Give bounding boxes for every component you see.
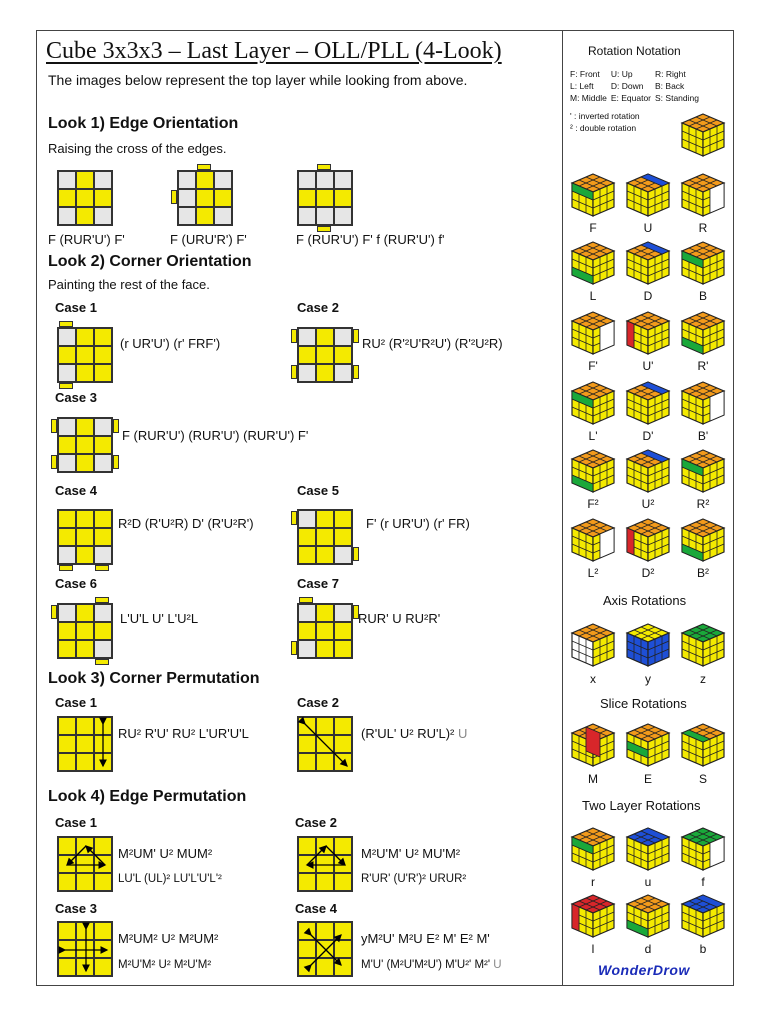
- axis-rotations-title: Axis Rotations: [603, 593, 687, 608]
- sticker-tab: [353, 329, 359, 343]
- two-layer-cube-icon: [625, 826, 671, 872]
- look4-case1-alt: LU'L (UL)² LU'L'U'L'²: [118, 873, 222, 885]
- move-label: D': [642, 429, 654, 443]
- move-cube-icon: [625, 448, 671, 494]
- look3-heading: Look 3) Corner Permutation: [48, 670, 260, 687]
- look4-case3-alg: M²UM² U² M²UM²: [118, 931, 219, 946]
- move-label: L': [588, 429, 598, 443]
- look1-alg-1: F (RUR'U') F': [48, 232, 125, 247]
- slice-rotation-cube-icon: [570, 722, 616, 768]
- look1-diagram-1: [57, 170, 113, 226]
- move-cube-icon: [680, 380, 726, 426]
- look4-case4-label: Case 4: [295, 901, 337, 916]
- look1-diagram-2: [177, 170, 233, 226]
- slice-rotation-cube-icon: [625, 722, 671, 768]
- move-cube-icon: [625, 240, 671, 286]
- move-cube-icon: [680, 310, 726, 356]
- move-label: D: [643, 289, 653, 303]
- look1-alg-2: F (URU'R') F': [170, 232, 247, 247]
- look1-alg-3: F (RUR'U') F' f (RUR'U') f': [296, 232, 445, 247]
- look3-case1-alg: RU² R'U' RU² L'UR'U'L: [118, 726, 249, 741]
- move-cube-icon: [625, 517, 671, 563]
- axis-rotation-cube-icon: [625, 622, 671, 668]
- move-label: B²: [697, 566, 709, 580]
- look2-case3-label: Case 3: [55, 390, 97, 405]
- arrow: [67, 846, 86, 865]
- sticker-tab: [197, 164, 211, 170]
- arrow: [305, 724, 347, 766]
- look2-case7-diagram: [297, 603, 353, 659]
- axis-label: z: [700, 672, 706, 686]
- look2-case7-label: Case 7: [297, 576, 339, 591]
- look3-case1-diagram: [57, 716, 113, 772]
- move-label: U': [642, 359, 654, 373]
- look2-case4-label: Case 4: [55, 483, 97, 498]
- two-layer-label: f: [701, 875, 705, 889]
- two-layer-cube-icon: [680, 826, 726, 872]
- axis-label: y: [645, 672, 651, 686]
- move-label: R²: [696, 497, 710, 511]
- sticker-tab: [59, 321, 73, 327]
- two-layer-cube-icon: [570, 893, 616, 939]
- move-cube-icon: [570, 448, 616, 494]
- sticker-tab: [59, 565, 73, 571]
- look4-case4-alt: M'U' (M²U'M²U') M'U²' M²' U: [361, 959, 502, 971]
- move-label: F: [589, 221, 597, 235]
- arrow: [326, 846, 345, 865]
- column-divider: [562, 30, 563, 986]
- look2-case6-alg: L'U'L U' L'U²L: [120, 611, 199, 626]
- sticker-tab: [317, 164, 331, 170]
- look2-case3-diagram: [57, 417, 113, 473]
- look2-case7-alg: RUR' U RU²R': [358, 611, 441, 626]
- axis-rotation-cube-icon: [680, 622, 726, 668]
- reference-cube-icon: [680, 112, 726, 158]
- look2-case3-alg: F (RUR'U') (RUR'U') (RUR'U') F': [122, 428, 309, 443]
- arrow: [86, 846, 105, 865]
- look3-case2-alg: (R'UL' U² RU'L)² U: [361, 726, 468, 741]
- sticker-tab: [95, 659, 109, 665]
- intro-text: The images below represent the top layer while looking from above.: [48, 72, 468, 88]
- move-label: R': [697, 359, 709, 373]
- look2-case1-diagram: [57, 327, 113, 383]
- wonderdrow-logo: WonderDrow: [598, 962, 690, 978]
- move-cube-icon: [570, 172, 616, 218]
- permutation-arrows: [57, 921, 115, 979]
- look4-case2-alt: R'UR' (U'R')² URUR²: [361, 873, 467, 885]
- look2-desc: Painting the rest of the face.: [48, 277, 210, 292]
- two-layer-rotations-title: Two Layer Rotations: [582, 798, 701, 813]
- look2-case4-diagram: [57, 509, 113, 565]
- sticker-tab: [51, 419, 57, 433]
- look2-case1-alg: (r UR'U') (r' FRF'): [120, 336, 221, 351]
- slice-label: E: [643, 772, 652, 786]
- rotation-notation-title: Rotation Notation: [588, 44, 681, 58]
- move-cube-icon: [680, 240, 726, 286]
- look4-case2-alg: M²U'M' U² MU'M²: [361, 846, 461, 861]
- sticker-tab: [291, 641, 297, 655]
- move-cube-icon: [680, 172, 726, 218]
- look2-case5-diagram: [297, 509, 353, 565]
- look1-desc: Raising the cross of the edges.: [48, 141, 227, 156]
- look4-case2-diagram: [297, 836, 353, 892]
- two-layer-cube-icon: [570, 826, 616, 872]
- look4-case4-alg: yM²U' M²U E² M' E² M': [361, 931, 490, 946]
- sticker-tab: [299, 597, 313, 603]
- slice-rotations-title: Slice Rotations: [600, 696, 687, 711]
- move-label: B: [698, 289, 707, 303]
- sticker-tab: [291, 329, 297, 343]
- move-cube-icon: [570, 380, 616, 426]
- look4-case4-diagram: [297, 921, 353, 977]
- move-cube-icon: [625, 310, 671, 356]
- look1-heading: Look 1) Edge Orientation: [48, 115, 239, 132]
- look4-case1-diagram: [57, 836, 113, 892]
- two-layer-label: u: [644, 875, 652, 889]
- sticker-tab: [59, 383, 73, 389]
- sticker-tab: [95, 565, 109, 571]
- sticker-tab: [353, 365, 359, 379]
- look3-case1-label: Case 1: [55, 695, 97, 710]
- look4-case1-label: Case 1: [55, 815, 97, 830]
- sticker-tab: [353, 547, 359, 561]
- move-label: R: [698, 221, 708, 235]
- look2-case2-alg: RU² (R'²U'R²U') (R'²U²R): [362, 336, 503, 351]
- slice-label: S: [698, 772, 707, 786]
- two-layer-label: l: [591, 942, 595, 956]
- move-label: D²: [641, 566, 655, 580]
- sticker-tab: [291, 365, 297, 379]
- look2-case5-alg: F' (r UR'U') (r' FR): [366, 516, 470, 531]
- look2-case6-label: Case 6: [55, 576, 97, 591]
- move-cube-icon: [570, 517, 616, 563]
- move-label: B': [697, 429, 709, 443]
- move-cube-icon: [570, 310, 616, 356]
- sticker-tab: [113, 455, 119, 469]
- permutation-arrows: [57, 716, 115, 774]
- look2-case4-alg: R²D (R'U²R) D' (R'U²R'): [118, 516, 254, 531]
- look1-diagram-3: [297, 170, 353, 226]
- arrow: [307, 846, 326, 865]
- look4-case3-diagram: [57, 921, 113, 977]
- permutation-arrows: [297, 716, 355, 774]
- sticker-tab: [51, 605, 57, 619]
- move-label: F': [588, 359, 598, 373]
- look2-case1-label: Case 1: [55, 300, 97, 315]
- sticker-tab: [291, 511, 297, 525]
- move-cube-icon: [680, 517, 726, 563]
- move-label: L: [589, 289, 597, 303]
- move-label: U: [643, 221, 653, 235]
- move-label: L²: [587, 566, 599, 580]
- permutation-arrows: [57, 836, 115, 894]
- look4-case2-label: Case 2: [295, 815, 337, 830]
- move-cube-icon: [625, 380, 671, 426]
- two-layer-cube-icon: [625, 893, 671, 939]
- look2-case6-diagram: [57, 603, 113, 659]
- sticker-tab: [113, 419, 119, 433]
- move-cube-icon: [680, 448, 726, 494]
- move-label: F²: [587, 497, 599, 511]
- move-cube-icon: [625, 172, 671, 218]
- look2-case2-label: Case 2: [297, 300, 339, 315]
- slice-label: M: [588, 772, 598, 786]
- slice-rotation-cube-icon: [680, 722, 726, 768]
- axis-rotation-cube-icon: [570, 622, 616, 668]
- look2-case5-label: Case 5: [297, 483, 339, 498]
- move-label: U²: [641, 497, 655, 511]
- page-title: Cube 3x3x3 – Last Layer – OLL/PLL (4-Look): [46, 38, 502, 64]
- look4-heading: Look 4) Edge Permutation: [48, 788, 247, 805]
- permutation-arrows: [297, 836, 355, 894]
- two-layer-label: r: [591, 875, 595, 889]
- notation-legend: F: Front U: Up R: Right L: Left D: Down B: Back M: Middle E: Equator S: Standing ' : inverted rotation ² : double rotation: [570, 69, 699, 133]
- permutation-arrows: [297, 921, 355, 979]
- two-layer-label: d: [644, 942, 652, 956]
- look3-case2-diagram: [297, 716, 353, 772]
- sticker-tab: [171, 190, 177, 204]
- move-cube-icon: [570, 240, 616, 286]
- two-layer-label: b: [699, 942, 707, 956]
- look4-case3-label: Case 3: [55, 901, 97, 916]
- look4-case1-alg: M²UM' U² MUM²: [118, 846, 213, 861]
- look2-case2-diagram: [297, 327, 353, 383]
- two-layer-cube-icon: [680, 893, 726, 939]
- axis-label: x: [590, 672, 596, 686]
- look4-case3-alt: M²U'M² U² M²U'M²: [118, 959, 212, 971]
- sticker-tab: [95, 597, 109, 603]
- look3-case2-label: Case 2: [297, 695, 339, 710]
- sticker-tab: [51, 455, 57, 469]
- look2-heading: Look 2) Corner Orientation: [48, 253, 252, 270]
